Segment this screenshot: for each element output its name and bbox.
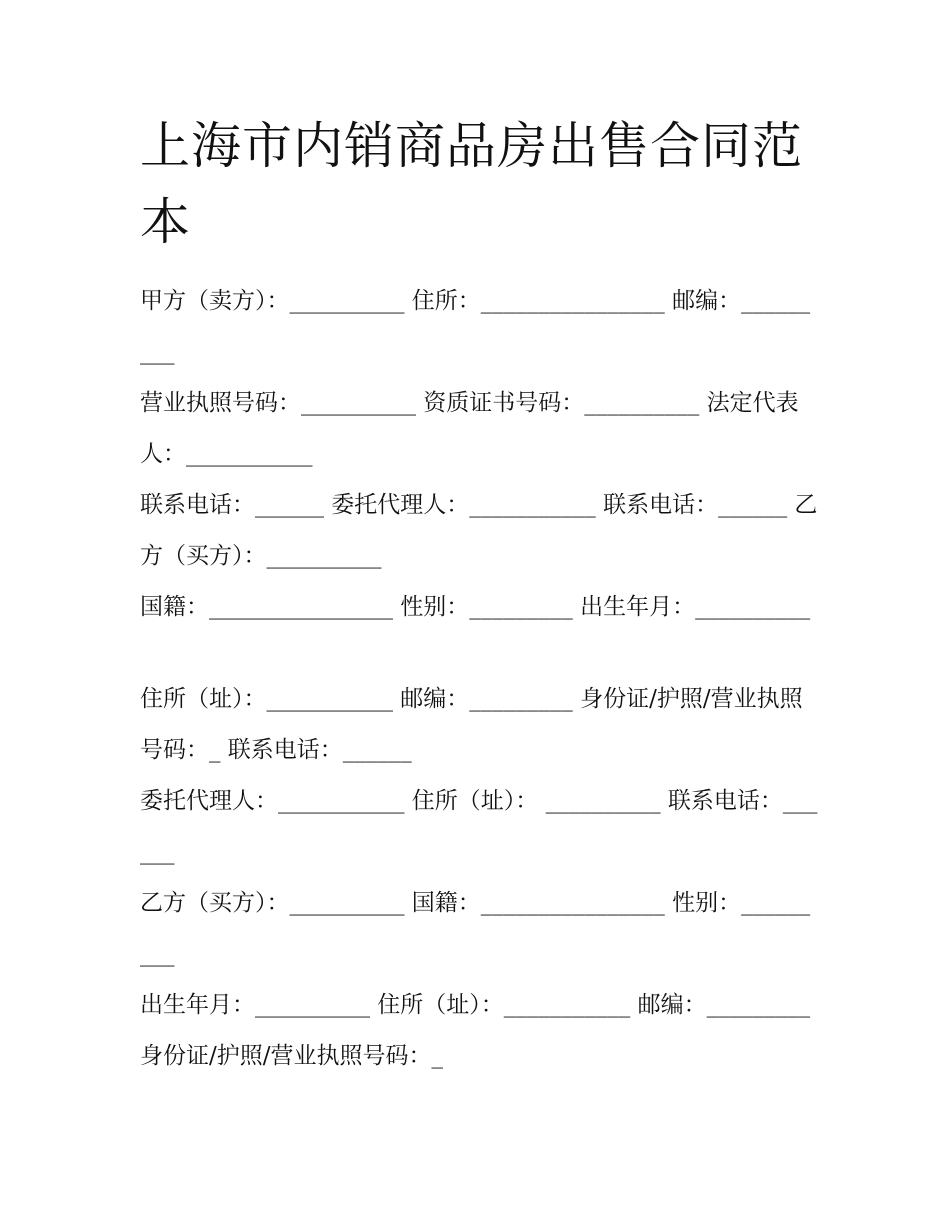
party-b2-birth-line: 出生年月：__________ 住所（址）：___________ 邮编：_________ 身份证/护照/营业执照号码：_ xyxy=(140,992,818,1069)
party-a-contact-line: 联系电话：______ 委托代理人：___________ 联系电话：______ 乙方（买方）：__________ xyxy=(140,492,818,569)
party-b-address-line: 住所（址）：___________ 邮编：_________ 身份证/护照/营业执照号码：_ 联系电话：______ xyxy=(140,686,803,763)
party-a-seller-line: 甲方（卖方）：__________ 住所：________________ 邮编：_________ xyxy=(140,288,811,365)
party-b2-buyer-line: 乙方（买方）：__________ 国籍：________________ 性别：_________ xyxy=(140,890,811,967)
party-a-license-line: 营业执照号码：__________ 资质证书号码：__________ 法定代表人：___________ xyxy=(140,390,799,467)
document-title: 上海市内销商品房出售合同范本 xyxy=(140,117,803,251)
party-b-agent-line: 委托代理人：___________ 住所（址）： __________ 联系电话：______ xyxy=(140,788,818,865)
party-b-nationality-line: 国籍：________________ 性别：_________ 出生年月：__________ xyxy=(140,594,811,620)
